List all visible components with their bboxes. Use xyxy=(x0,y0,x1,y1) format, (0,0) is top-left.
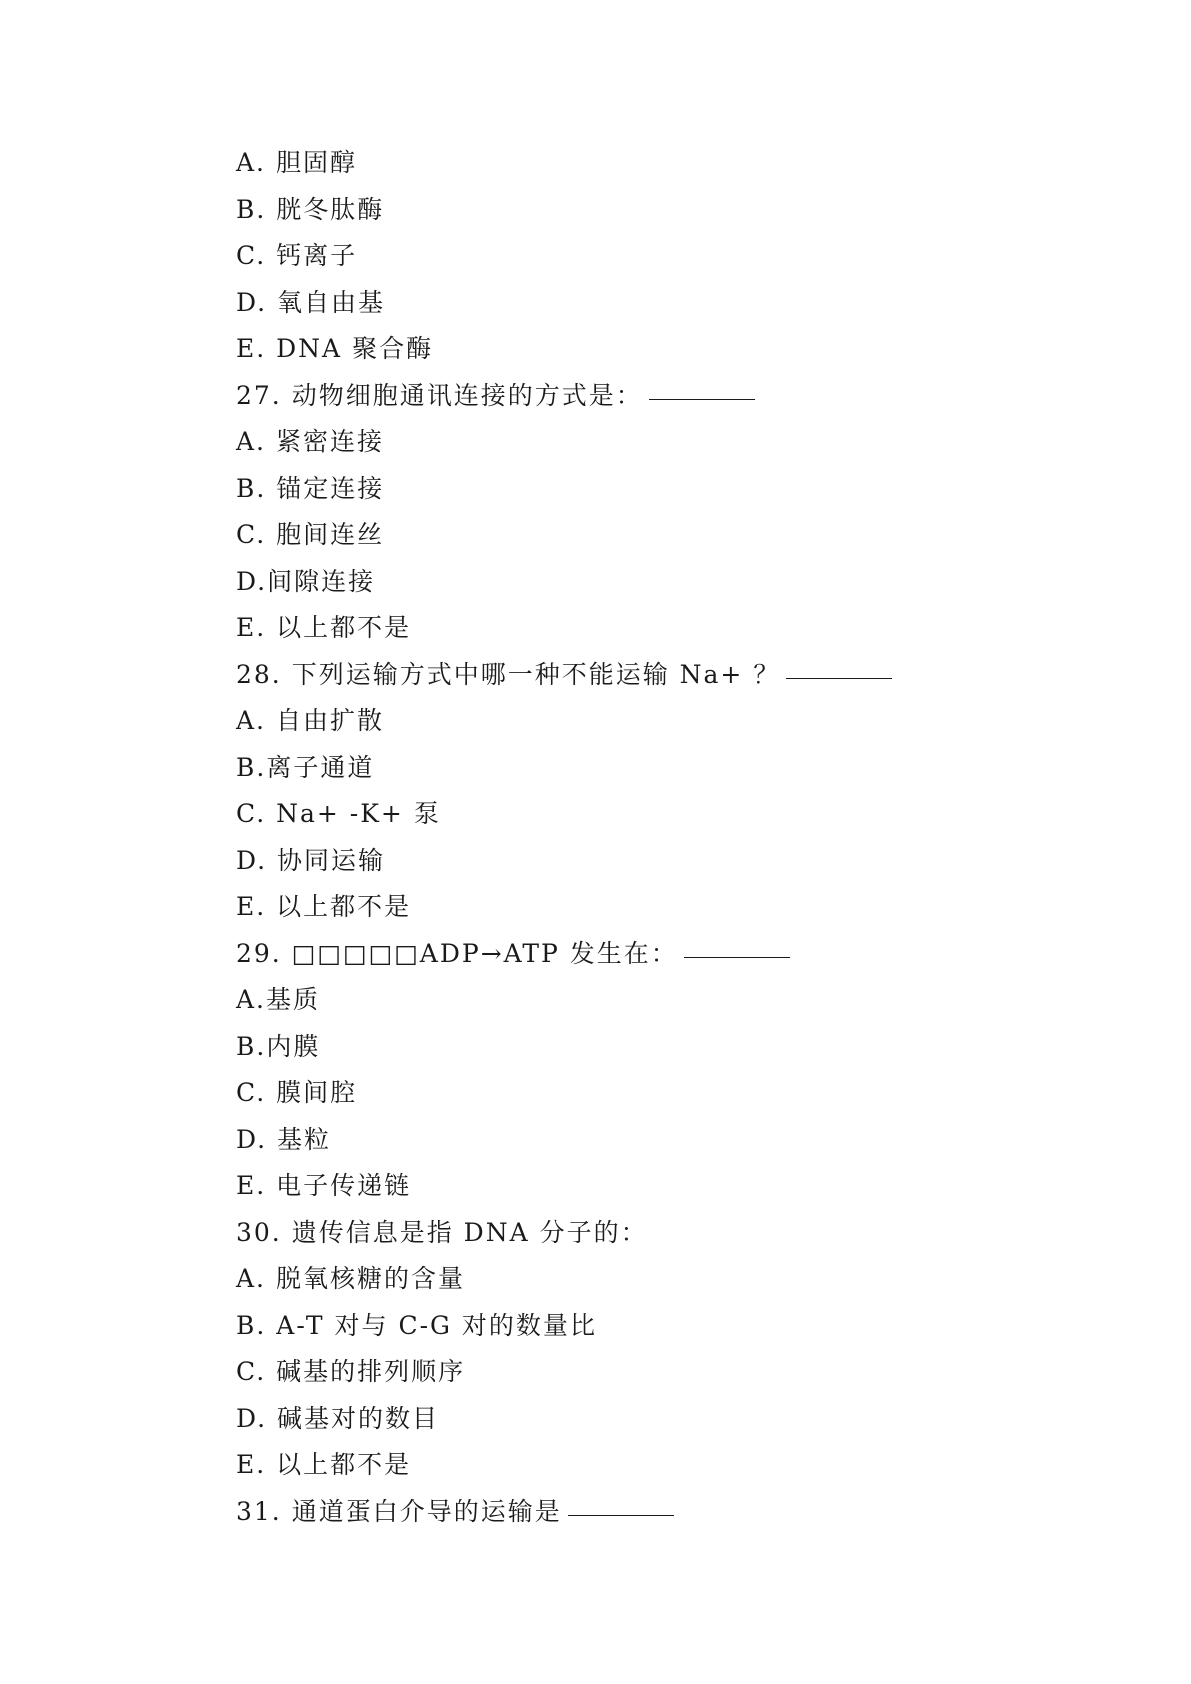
line-text: E. 以上都不是 xyxy=(236,1450,412,1479)
text-line xyxy=(236,1070,1056,1117)
text-line xyxy=(236,1349,1056,1396)
text-line xyxy=(236,419,1056,466)
text-line xyxy=(236,884,1056,931)
line-text: A.基质 xyxy=(236,985,321,1014)
line-text: B.离子通道 xyxy=(236,752,375,782)
line-text: A. 胆固醇 xyxy=(236,148,357,177)
text-line xyxy=(236,233,1056,280)
question-list xyxy=(236,140,1056,1535)
line-text: C. 碱基的排列顺序 xyxy=(236,1357,466,1386)
text-line xyxy=(236,1442,1056,1489)
text-line xyxy=(236,280,1056,327)
line-text: 31. 通道蛋白介导的运输是 xyxy=(236,1496,562,1526)
text-line xyxy=(236,745,1056,792)
line-text: A. 脱氧核糖的含量 xyxy=(236,1264,465,1293)
text-line xyxy=(236,1396,1056,1443)
text-line xyxy=(236,838,1056,885)
line-text: C. 膜间腔 xyxy=(236,1078,358,1107)
text-line xyxy=(236,140,1056,187)
text-line xyxy=(236,652,1056,699)
text-line xyxy=(236,466,1056,513)
line-text: E. 以上都不是 xyxy=(236,613,412,642)
text-line xyxy=(236,326,1056,373)
line-text: D. 协同运输 xyxy=(236,845,386,875)
text-line xyxy=(236,373,1056,420)
text-line xyxy=(236,977,1056,1024)
line-text: A. 自由扩散 xyxy=(236,706,384,735)
line-text: C. Na+ -K+ 泵 xyxy=(236,799,441,828)
line-text: 27. 动物细胞通讯连接的方式是： xyxy=(236,380,643,410)
line-text: D. 碱基对的数目 xyxy=(236,1403,440,1433)
text-line xyxy=(236,1117,1056,1164)
answer-blank xyxy=(684,931,790,958)
text-line xyxy=(236,1303,1056,1350)
text-line xyxy=(236,931,1056,978)
answer-blank xyxy=(649,373,755,400)
line-text: C. 钙离子 xyxy=(236,241,358,270)
line-text: B.内膜 xyxy=(236,1031,321,1061)
line-text: 29. □□□□□ADP→ATP 发生在： xyxy=(236,938,678,968)
text-line xyxy=(236,1489,1056,1536)
answer-blank xyxy=(568,1489,674,1516)
text-line xyxy=(236,1024,1056,1071)
line-text: E. 以上都不是 xyxy=(236,892,412,921)
line-text: B. 胱冬肽酶 xyxy=(236,194,385,224)
line-text: D.间隙连接 xyxy=(236,566,376,596)
text-line xyxy=(236,698,1056,745)
line-text: D. 基粒 xyxy=(236,1124,332,1154)
text-line xyxy=(236,1256,1056,1303)
line-text: D. 氧自由基 xyxy=(236,287,386,317)
line-text: C. 胞间连丝 xyxy=(236,520,385,549)
text-line xyxy=(236,1163,1056,1210)
text-line xyxy=(236,187,1056,234)
line-text: B. 锚定连接 xyxy=(236,473,385,503)
line-text: 30. 遗传信息是指 DNA 分子的： xyxy=(236,1217,648,1247)
line-text: B. A-T 对与 C-G 对的数量比 xyxy=(236,1310,597,1340)
answer-blank xyxy=(786,652,892,679)
line-text: E. 电子传递链 xyxy=(236,1171,412,1200)
text-line xyxy=(236,605,1056,652)
line-text: 28. 下列运输方式中哪一种不能运输 Na+ ？ xyxy=(236,659,781,689)
text-line xyxy=(236,791,1056,838)
text-line xyxy=(236,559,1056,606)
text-line xyxy=(236,1210,1056,1257)
line-text: A. 紧密连接 xyxy=(236,427,384,456)
text-line xyxy=(236,512,1056,559)
line-text: E. DNA 聚合酶 xyxy=(236,334,434,363)
